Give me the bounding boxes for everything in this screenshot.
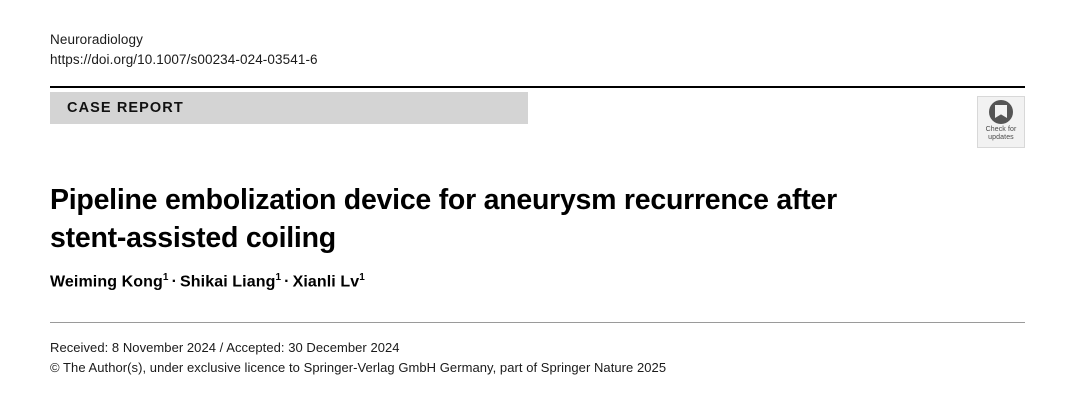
page-title: Pipeline embolization device for aneurysm recurrence after stent-assisted coiling — [50, 184, 837, 254]
journal-header — [50, 30, 318, 69]
publication-history — [50, 338, 666, 378]
article-type-banner — [50, 92, 528, 124]
author-separator: · — [171, 273, 178, 291]
received-accepted-line: Received: 8 November 2024 / Accepted: 30 December 2024 — [50, 340, 400, 355]
author-list — [50, 272, 365, 291]
article-type-label: CASE REPORT — [67, 100, 184, 116]
check-for-updates-line1: Check for — [985, 126, 1017, 133]
author-separator: · — [284, 273, 290, 291]
authors-divider — [50, 322, 1025, 323]
author-affiliation-marker: 1 — [359, 272, 365, 283]
author-name[interactable]: Weiming Kong — [50, 273, 163, 291]
doi-link[interactable]: https://doi.org/10.1007/s00234-024-03541-6 — [50, 51, 318, 67]
check-for-updates-line2: updates — [988, 133, 1014, 141]
author-name[interactable]: Xianli Lv — [292, 273, 360, 291]
check-for-updates-icon — [989, 100, 1013, 124]
author-name[interactable]: Shikai Liang — [180, 273, 276, 291]
journal-name: Neuroradiology — [50, 32, 143, 47]
author-affiliation-marker: 1 — [275, 272, 282, 283]
check-for-updates-badge[interactable] — [977, 96, 1025, 148]
copyright-line: © The Author(s), under exclusive licence to Springer-Verlag GmbH Germany, part of Springer Nature 2025 — [50, 360, 667, 376]
check-for-updates-caption — [986, 126, 1017, 142]
author-affiliation-marker: 1 — [162, 272, 169, 283]
header-divider — [50, 86, 1025, 88]
